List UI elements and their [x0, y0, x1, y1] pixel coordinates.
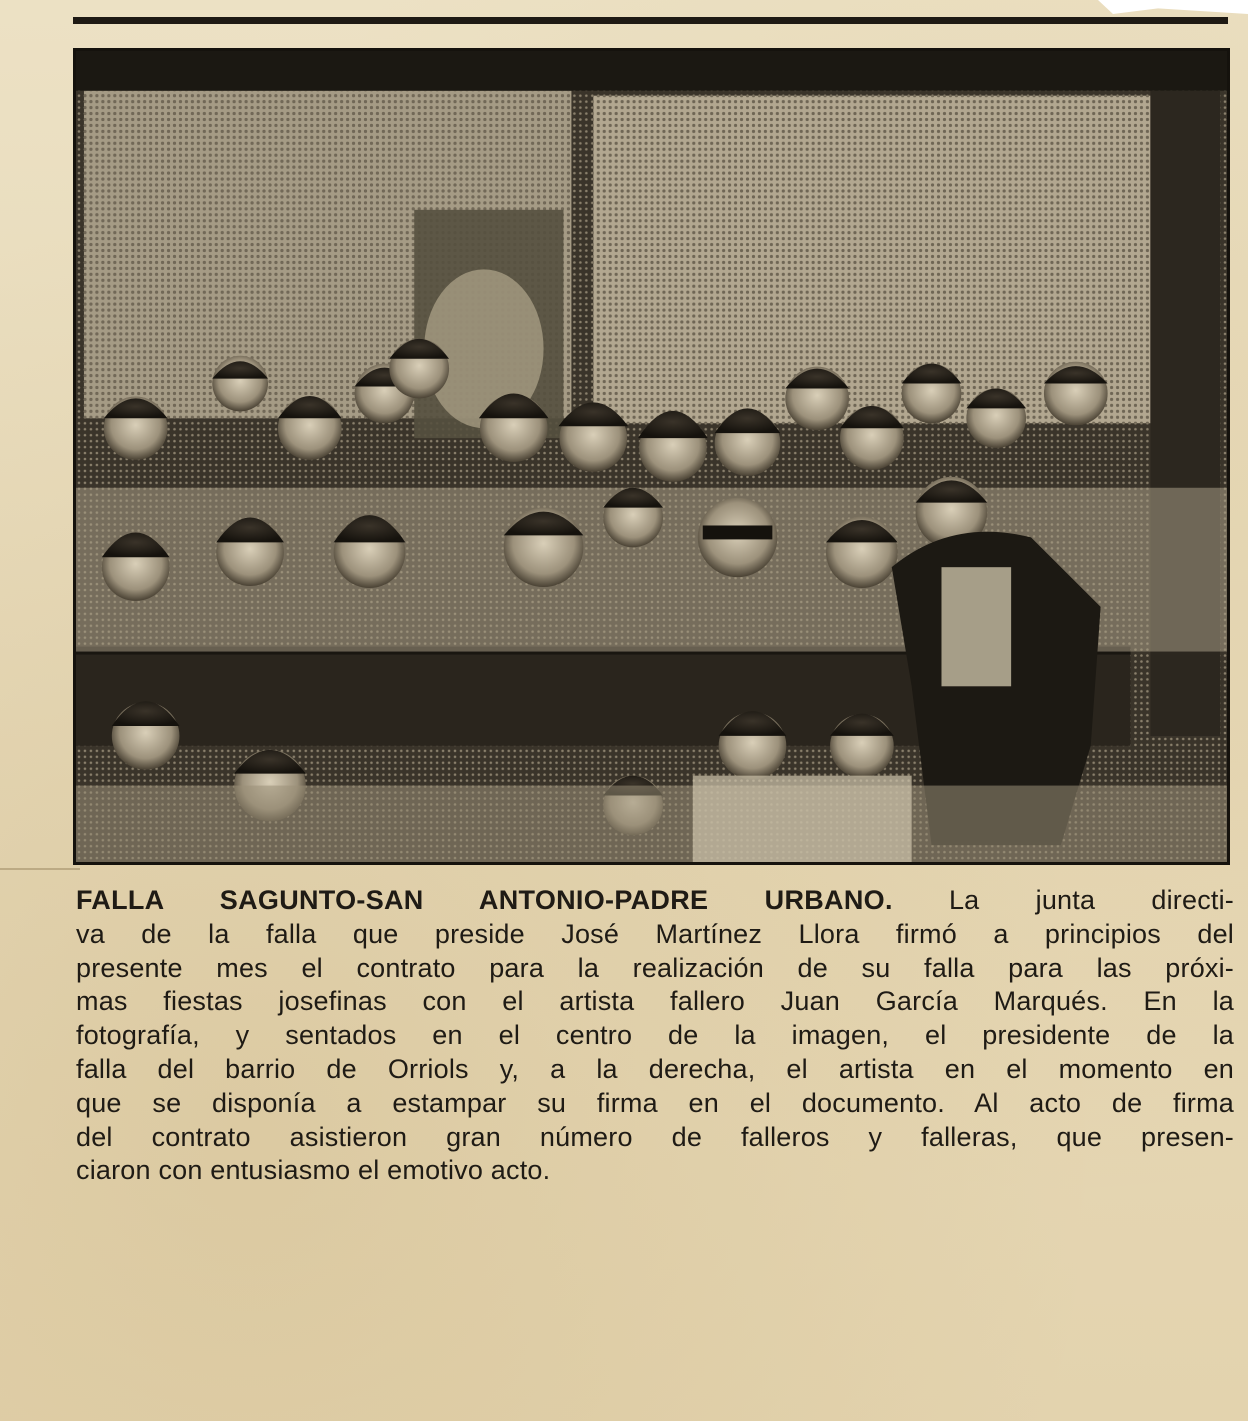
caption-line-8: del contrato asistieron gran número de falleros y falleras, que presen- [76, 1121, 1234, 1152]
caption-line-5: fotografía, y sentados en el centro de la imagen, el presidente de la [76, 1020, 1234, 1051]
caption-line-4: mas fiestas josefinas con el artista fallero Juan García Marqués. En la [76, 986, 1234, 1017]
torn-corner [1098, 0, 1248, 14]
caption-line-6: falla del barrio de Orriols y, a la derecha, el artista en el momento en [76, 1053, 1234, 1084]
caption-headline: FALLA SAGUNTO-SAN ANTONIO-PADRE URBANO. [76, 885, 893, 915]
caption-line-9: ciaron con entusiasmo el emotivo acto. [76, 1155, 551, 1186]
caption-line-2: va de la falla que preside José Martínez Llora firmó a principios del [76, 918, 1234, 949]
top-rule-divider [73, 17, 1228, 24]
group-photo [73, 48, 1230, 865]
caption-line-3: presente mes el contrato para la realización de su falla para las próxi- [76, 952, 1234, 983]
photo-caption [76, 884, 1234, 1188]
caption-text: La junta directi- [948, 885, 1234, 915]
paper-fold-mark [0, 868, 80, 870]
caption-line-1 [76, 884, 1234, 918]
newspaper-halftone-photo-icon [76, 51, 1227, 862]
caption-line-7: que se disponía a estampar su firma en el documento. Al acto de firma [76, 1087, 1234, 1118]
